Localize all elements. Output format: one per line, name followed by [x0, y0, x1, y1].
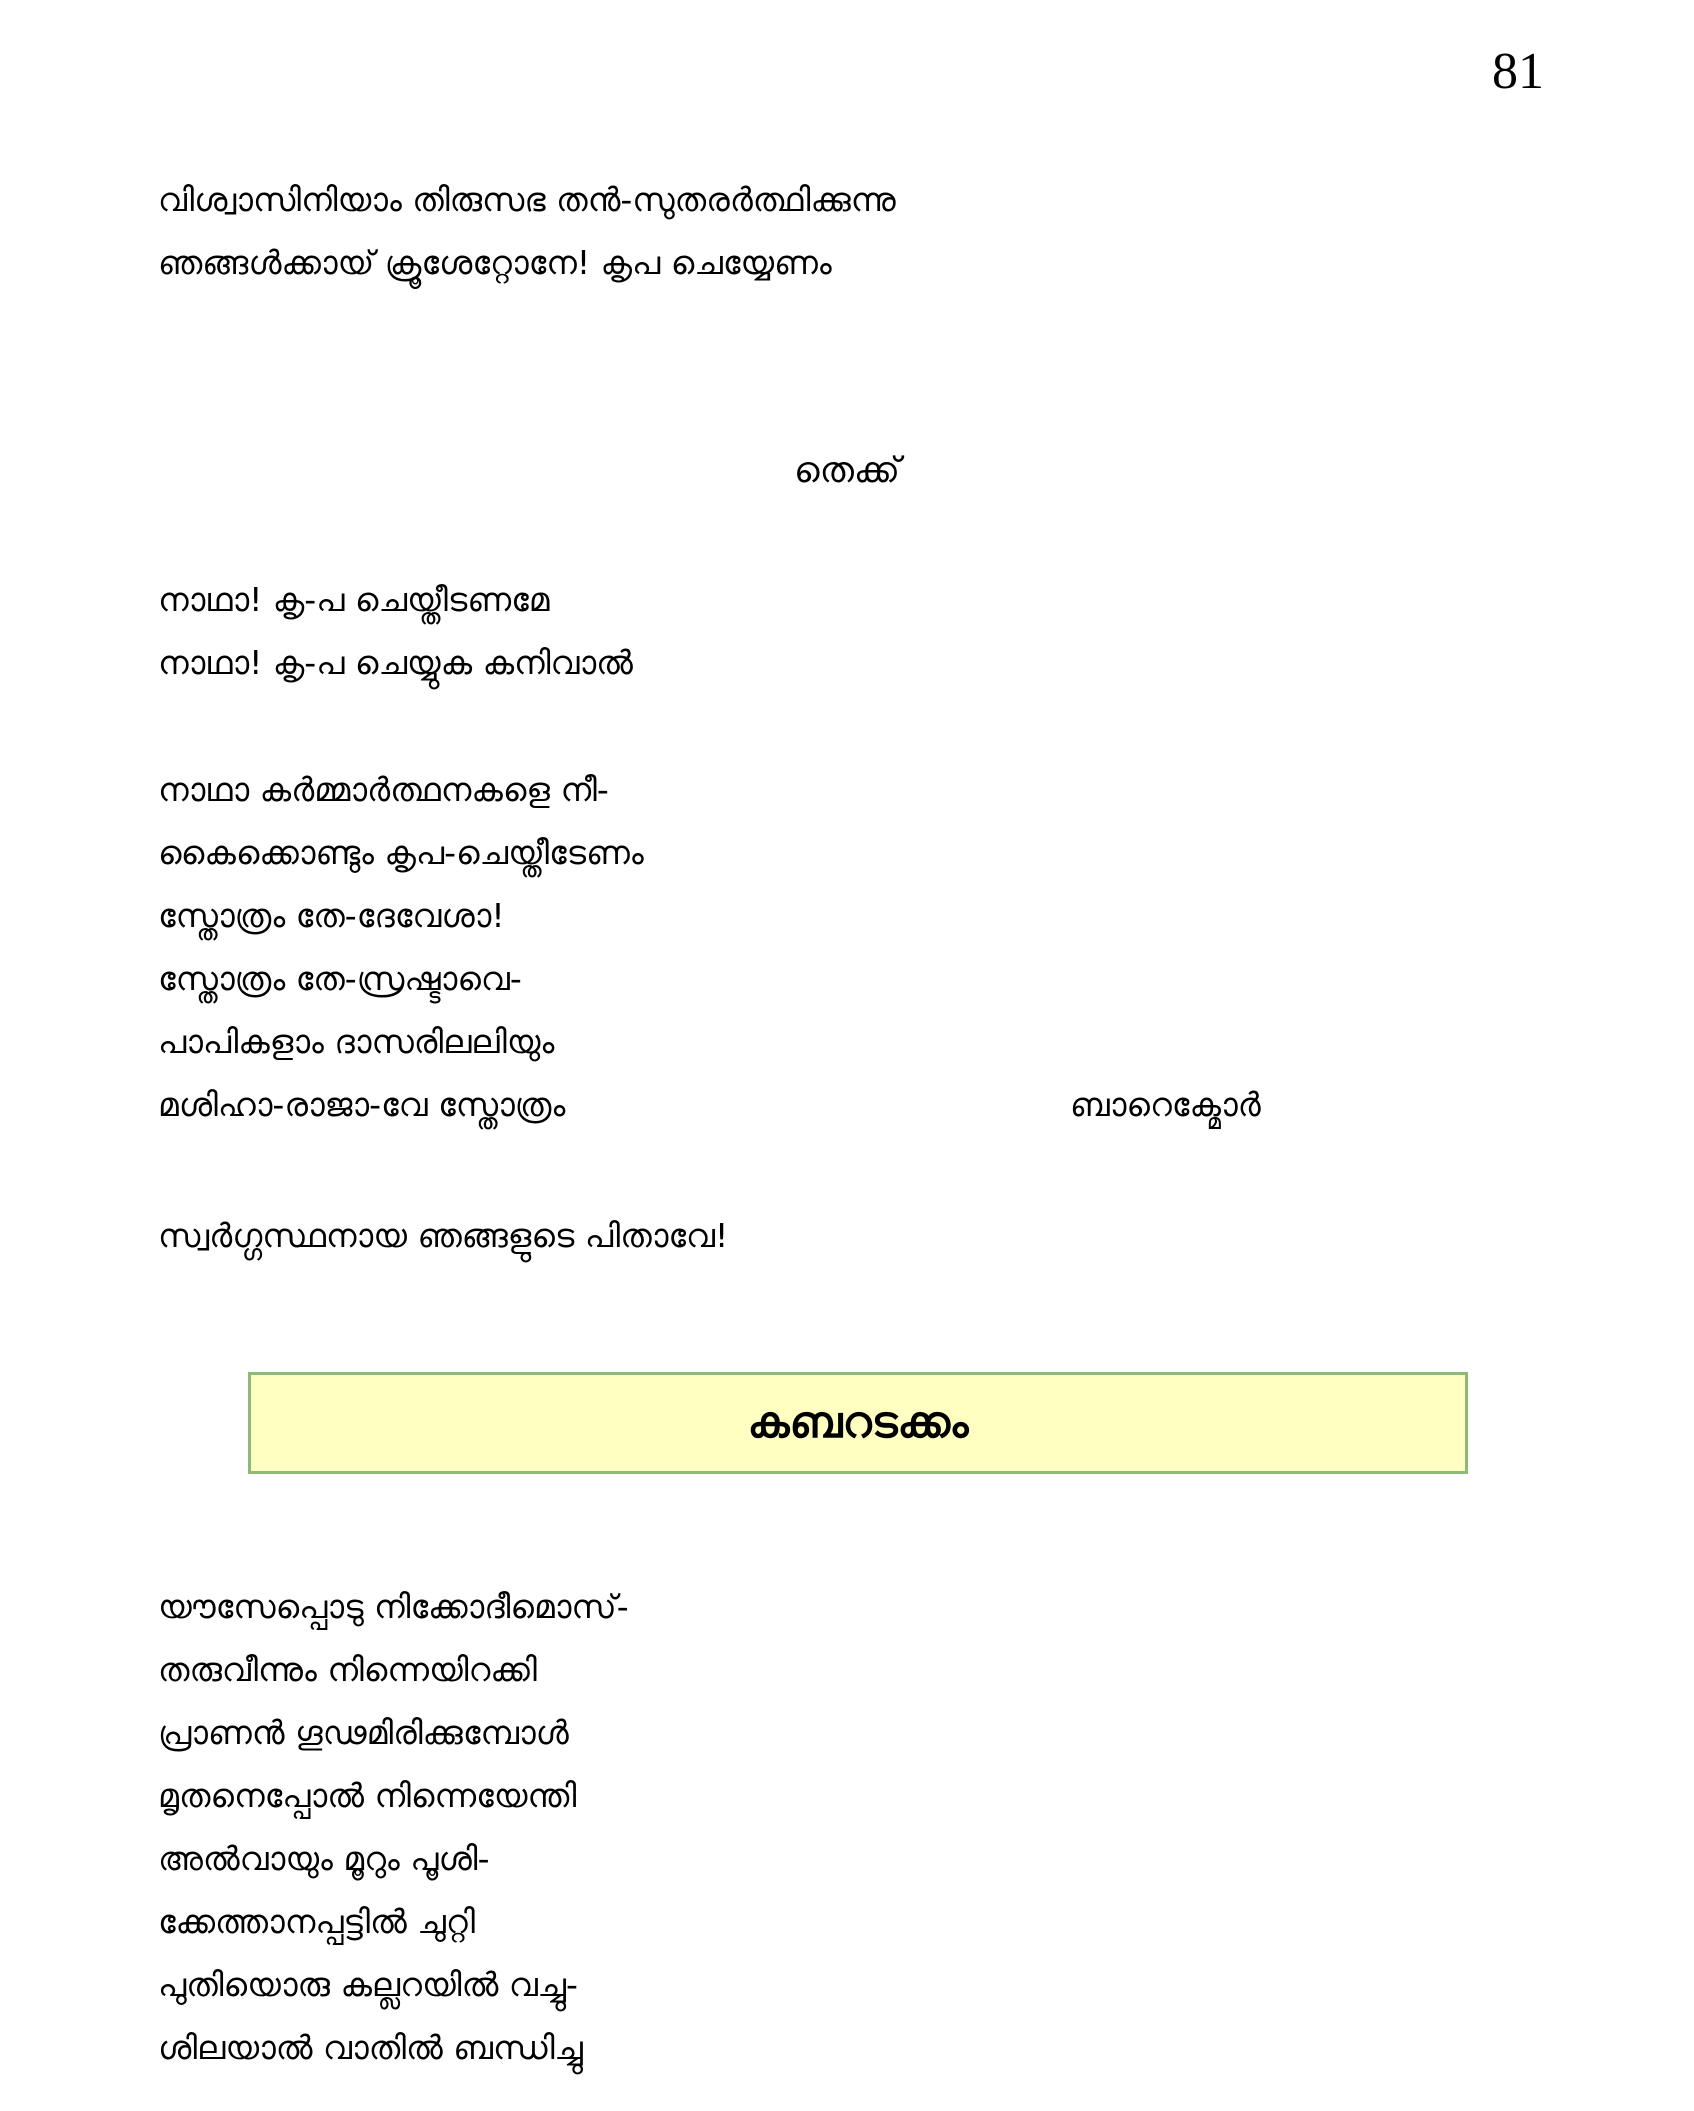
section-heading-south: തെക്ക് — [793, 450, 901, 491]
barekmor-label: ബാറെക്മോർ — [1070, 1085, 1261, 1124]
verse-line: ശിലയാൽ വാതിൽ ബന്ധിച്ചു — [158, 2028, 583, 2067]
intro-line-1: വിശ്വാസിനിയാം തിരുസഭ തൻ-സുതരർത്ഥിക്കുന്നു — [158, 180, 896, 219]
verse-line: തരുവീന്നും നിന്നെയിറക്കി — [158, 1650, 537, 1689]
section-title-banner — [248, 1372, 1468, 1474]
verse-line: പ്രാണൻ ഗൂഢമിരിക്കുമ്പോൾ — [158, 1713, 569, 1752]
verse-line: പുതിയൊരു കല്ലറയിൽ വച്ചു- — [158, 1965, 578, 2004]
section-title: കബറടക്കം — [747, 1397, 969, 1448]
closing-line: സ്വർഗ്ഗസ്ഥനായ ഞങ്ങളുടെ പിതാവേ! — [158, 1216, 729, 1255]
verse-line: യൗസേപ്പൊടു നിക്കോദീമൊസ്- — [158, 1587, 629, 1626]
verse-line: ക്കേത്താനപ്പട്ടിൽ ചുറ്റി — [158, 1902, 475, 1941]
verse-line: അൽവായും മൂറും പൂശി- — [158, 1839, 490, 1878]
verse-line: നാഥാ കർമ്മാർത്ഥനകളെ നീ- — [158, 770, 609, 809]
verse-line: നാഥാ! കൃ-പ ചെയ്യുക കനിവാൽ — [158, 643, 633, 682]
verse-line: സ്തോത്രം തേ-സ്രഷ്ടാവെ- — [158, 959, 522, 998]
verse-line: കൈക്കൊണ്ടും കൃപ-ചെയ്തീടേണം — [158, 833, 644, 872]
verse-line: പാപികളാം ദാസരിലലിയും — [158, 1022, 555, 1061]
intro-line-2: ഞങ്ങൾക്കായ് ക്രൂശേറ്റോനേ! കൃപ ചെയ്യേണം — [158, 243, 832, 282]
verse-line: മൃതനെപ്പോൽ നിന്നെയേന്തി — [158, 1776, 577, 1815]
verse-line: സ്തോത്രം തേ-ദേവേശാ! — [158, 896, 505, 935]
page-number: 81 — [1492, 43, 1544, 100]
verse-line: നാഥാ! കൃ-പ ചെയ്തീടണമേ — [158, 580, 550, 619]
verse-line: മശിഹാ-രാജാ-വേ സ്തോത്രം — [158, 1085, 566, 1124]
